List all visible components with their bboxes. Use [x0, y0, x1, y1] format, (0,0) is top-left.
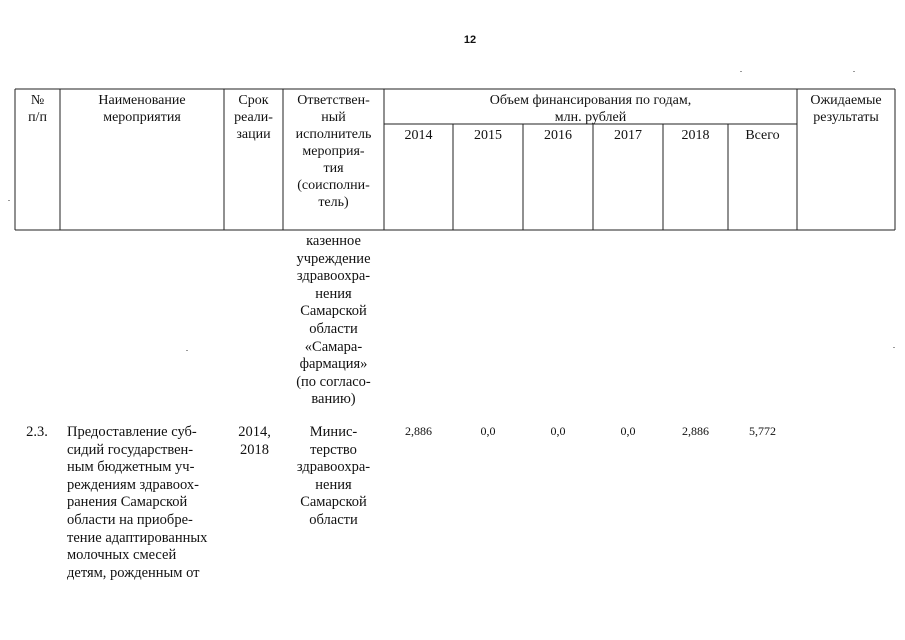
header-year-2016: 2016: [544, 128, 572, 143]
row-value-total: 5,772: [749, 424, 776, 438]
scan-speck: [893, 347, 895, 348]
scan-speck: [740, 71, 742, 72]
header-year-2017: 2017: [614, 128, 642, 143]
row-term: 2014, 2018: [238, 424, 271, 458]
row-value-2015: 0,0: [480, 424, 496, 438]
scan-speck: [8, 200, 10, 201]
row-activity-name: Предоставление суб- сидий государствен- ным бюджетным уч- реждениям здравоох- ранения Самарской области на приобре- тение адаптированных молочных смесей детям, рожденным от: [67, 424, 208, 581]
header-year-2018: 2018: [681, 128, 710, 143]
header-col-executor: Ответствен- ный исполнитель мероприя- тия (соисполни- тель): [295, 93, 372, 210]
header-col-number: № п/п: [28, 93, 47, 125]
row-value-2016: 0,0: [550, 424, 566, 438]
row-value-2017: 0,0: [620, 424, 636, 438]
header-total: Всего: [745, 128, 780, 143]
header-col-term: Срок реали- зации: [234, 93, 273, 142]
scan-speck: [853, 71, 855, 72]
continuation-executor: казенное учреждение здравоохра- нения Самарской области «Самара- фармация» (по согласо- ванию): [296, 233, 371, 408]
scan-speck: [186, 350, 188, 351]
header-col-results: Ожидаемые результаты: [810, 93, 882, 125]
header-col-name: Наименование мероприятия: [98, 93, 186, 125]
row-executor: Минис- терство здравоохра- нения Самарской области: [296, 424, 371, 528]
header-year-2015: 2015: [474, 128, 502, 143]
page-number: 12: [463, 34, 477, 46]
row-number: 2.3.: [26, 424, 48, 440]
row-value-2018: 2,886: [682, 424, 709, 438]
header-year-2014: 2014: [404, 128, 433, 143]
header-col-funding: Объем финансирования по годам, млн. рублей: [489, 93, 692, 125]
row-value-2014: 2,886: [405, 424, 432, 438]
